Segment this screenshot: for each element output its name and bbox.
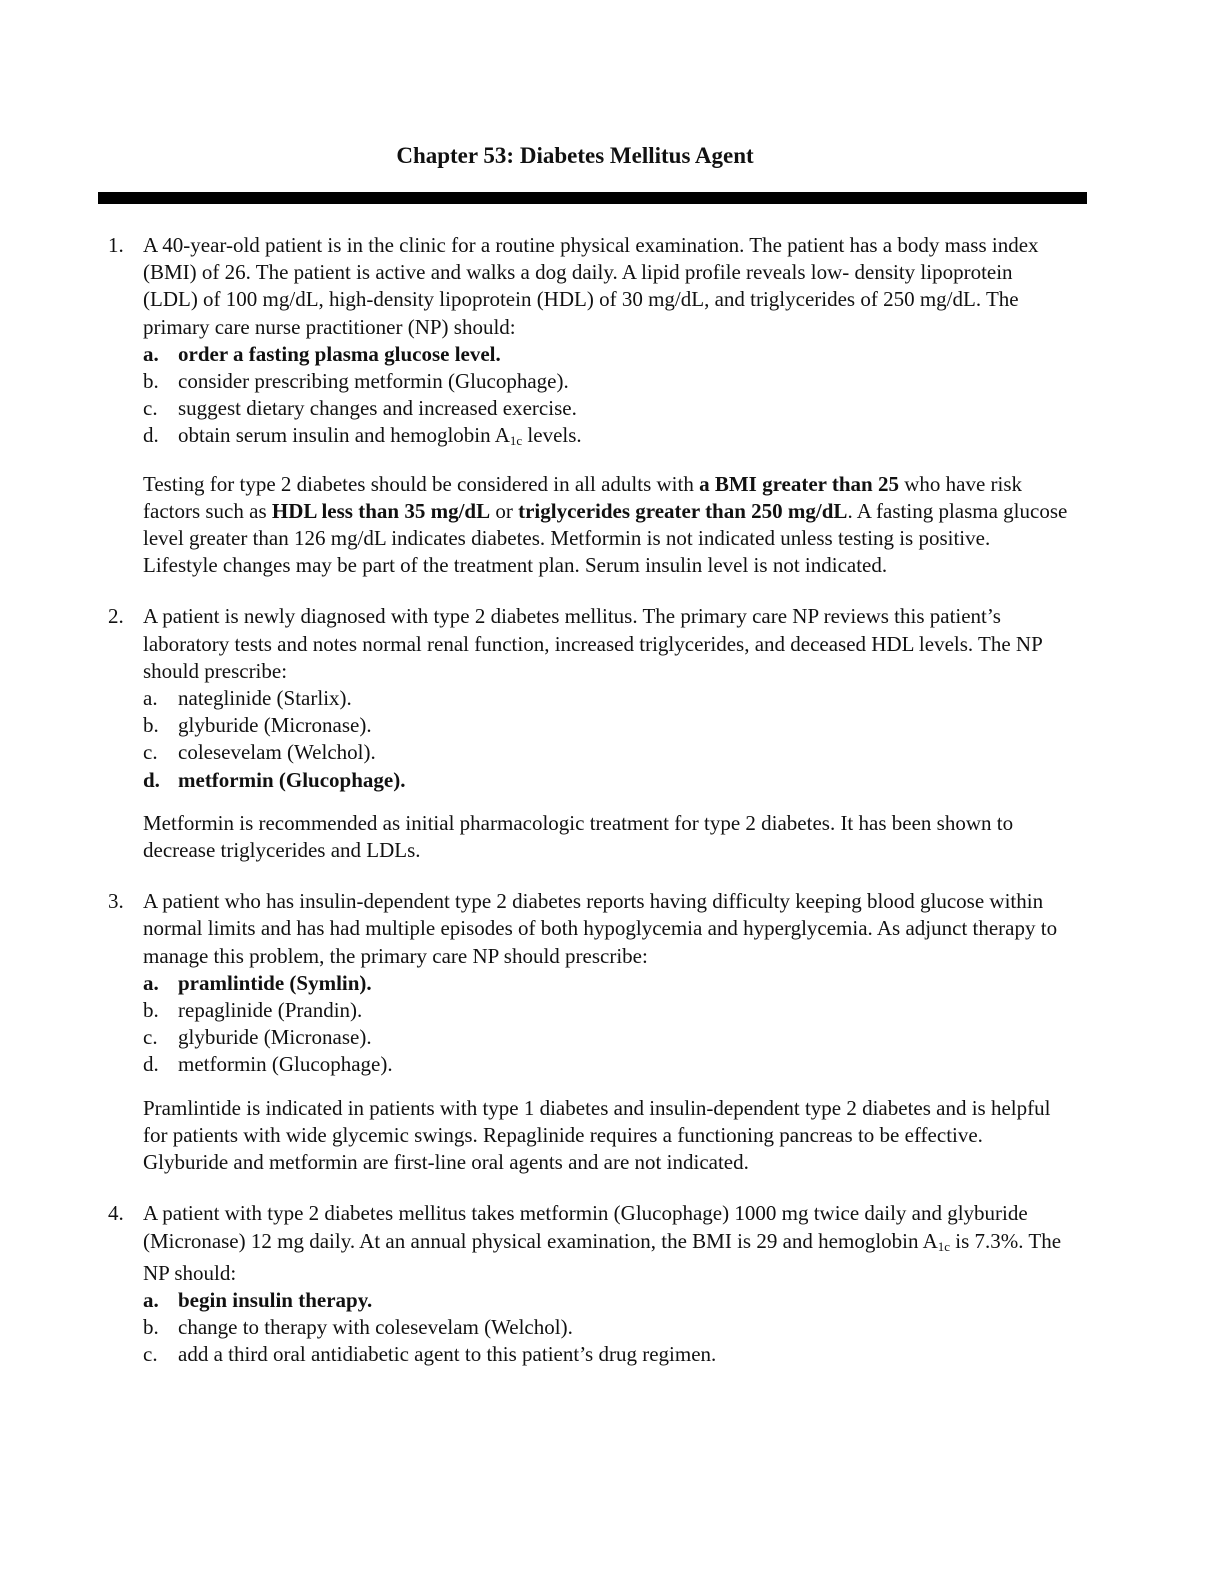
question-number: 1. <box>108 233 124 257</box>
answer-option-correct <box>108 767 1068 794</box>
option-letter: c. <box>143 1342 158 1367</box>
question-list <box>108 232 1068 1393</box>
option-text: suggest dietary changes and increased exercise. <box>178 396 577 421</box>
answer-options <box>108 970 1068 1079</box>
page-title: Chapter 53: Diabetes Mellitus Agent <box>396 143 754 168</box>
question-stem-part: A patient with type 2 diabetes mellitus takes metformin (Glucophage) 1000 mg twice daily and glyburide (Micronase) 12 mg daily. At an annual physical examination, the BMI is 29 and hemoglobin A <box>143 1201 1028 1253</box>
question-4 <box>108 1200 1068 1368</box>
option-text: glyburide (Micronase). <box>178 713 372 738</box>
option-text-part: obtain serum insulin and hemoglobin A <box>178 423 510 448</box>
answer-option-correct <box>108 1287 1068 1314</box>
option-text-part: levels. <box>522 423 582 448</box>
option-text: metformin (Glucophage). <box>178 1052 393 1077</box>
option-letter: d. <box>143 767 160 792</box>
option-letter: b. <box>143 713 159 738</box>
option-text: change to therapy with colesevelam (Welchol). <box>178 1315 573 1340</box>
rationale-text: who have risk factors such as <box>143 471 1023 523</box>
option-text: glyburide (Micronase). <box>178 1025 372 1050</box>
option-letter: d. <box>143 423 159 448</box>
answer-options <box>108 341 1068 455</box>
option-letter: d. <box>143 1052 159 1077</box>
question-1 <box>108 232 1068 579</box>
option-text: pramlintide (Symlin). <box>178 970 372 995</box>
answer-option <box>108 1341 1068 1368</box>
answer-option <box>108 1024 1068 1051</box>
rationale-emphasis: a BMI greater than 25 <box>699 471 899 496</box>
rationale-text: Testing for type 2 diabetes should be considered in all adults with <box>143 471 700 496</box>
answer-options <box>108 1287 1068 1369</box>
answer-option <box>108 395 1068 422</box>
answer-option <box>108 685 1068 712</box>
answer-options <box>108 685 1068 794</box>
answer-option <box>108 1314 1068 1341</box>
answer-option <box>108 712 1068 739</box>
answer-option-correct <box>108 970 1068 997</box>
answer-option <box>108 997 1068 1024</box>
option-text: nateglinide (Starlix). <box>178 686 352 711</box>
option-text: add a third oral antidiabetic agent to this patient’s drug regimen. <box>178 1342 717 1367</box>
answer-option-correct <box>108 341 1068 368</box>
option-letter: a. <box>143 1287 159 1312</box>
rationale-emphasis: triglycerides greater than 250 mg/dL <box>518 498 848 523</box>
question-stem-part: is 7.3%. The NP should: <box>143 1228 1062 1285</box>
option-text: metformin (Glucophage). <box>178 767 406 792</box>
option-text: order a fasting plasma glucose level. <box>178 341 501 366</box>
option-text: consider prescribing metformin (Glucophage). <box>178 369 569 394</box>
option-text: colesevelam (Welchol). <box>178 740 376 765</box>
question-number: 2. <box>108 604 124 629</box>
rationale-text: or <box>490 498 519 523</box>
question-number: 3. <box>108 889 124 914</box>
title-divider <box>98 192 1087 204</box>
option-letter: b. <box>143 1315 159 1340</box>
option-letter: c. <box>143 396 158 421</box>
rationale: Pramlintide is indicated in patients with type 1 diabetes and insulin-dependent type 2 diabetes and is helpful for patients with wide glycemic swings. Repaglinide requires a functioning pancreas to be effective. Glyburide and metformin are first-line oral agents and are not indicated. <box>143 1095 1051 1175</box>
question-number: 4. <box>108 1201 124 1226</box>
rationale: Metformin is recommended as initial pharmacologic treatment for type 2 diabetes. It has been shown to decrease triglycerides and LDLs. <box>143 810 1014 863</box>
option-text: repaglinide (Prandin). <box>178 998 363 1023</box>
rationale-text: . A fasting plasma glucose level greater than 126 mg/dL indicates diabetes. Metformin is not indicated unless testing is positive. Lifestyle changes may be part of the treatment plan. Serum insulin level is not indicated. <box>143 498 1068 578</box>
subscript: 1c <box>937 1238 951 1254</box>
option-letter: b. <box>143 369 159 394</box>
question-stem: A patient is newly diagnosed with type 2 diabetes mellitus. The primary care NP reviews this patient’s laboratory tests and notes normal renal function, increased triglycerides, and deceased HDL levels. The NP should prescribe: <box>143 604 1043 683</box>
option-letter: a. <box>143 686 158 711</box>
option-letter: c. <box>143 740 158 765</box>
answer-option <box>108 368 1068 395</box>
option-letter: c. <box>143 1025 158 1050</box>
option-text: begin insulin therapy. <box>178 1287 373 1312</box>
rationale-emphasis: HDL less than 35 mg/dL <box>271 498 491 523</box>
rationale <box>143 471 1068 580</box>
question-2 <box>108 603 1068 864</box>
question-stem: A 40-year-old patient is in the clinic for a routine physical examination. The patient has a body mass index (BMI) of 26. The patient is active and walks a dog daily. A lipid profile reveals low- density lipoprotein (LDL) of 100 mg/dL, high-density lipoprotein (HDL) of 30 mg/dL, and triglycerides of 250 mg/dL. The primary care nurse practitioner (NP) should: <box>143 233 1039 339</box>
answer-option <box>108 1051 1068 1078</box>
question-stem <box>143 1200 1068 1287</box>
answer-option <box>108 739 1068 766</box>
subscript: 1c <box>509 433 523 449</box>
question-3 <box>108 888 1068 1176</box>
option-text <box>178 422 1068 454</box>
option-letter: a. <box>143 341 159 366</box>
option-letter: b. <box>143 998 159 1023</box>
answer-option <box>108 422 1068 454</box>
question-stem: A patient who has insulin-dependent type 2 diabetes reports having difficulty keeping blood glucose within normal limits and has had multiple episodes of both hypoglycemia and hyperglycemia. As adjunct therapy to manage this problem, the primary care NP should prescribe: <box>143 889 1058 968</box>
option-letter: a. <box>143 970 159 995</box>
